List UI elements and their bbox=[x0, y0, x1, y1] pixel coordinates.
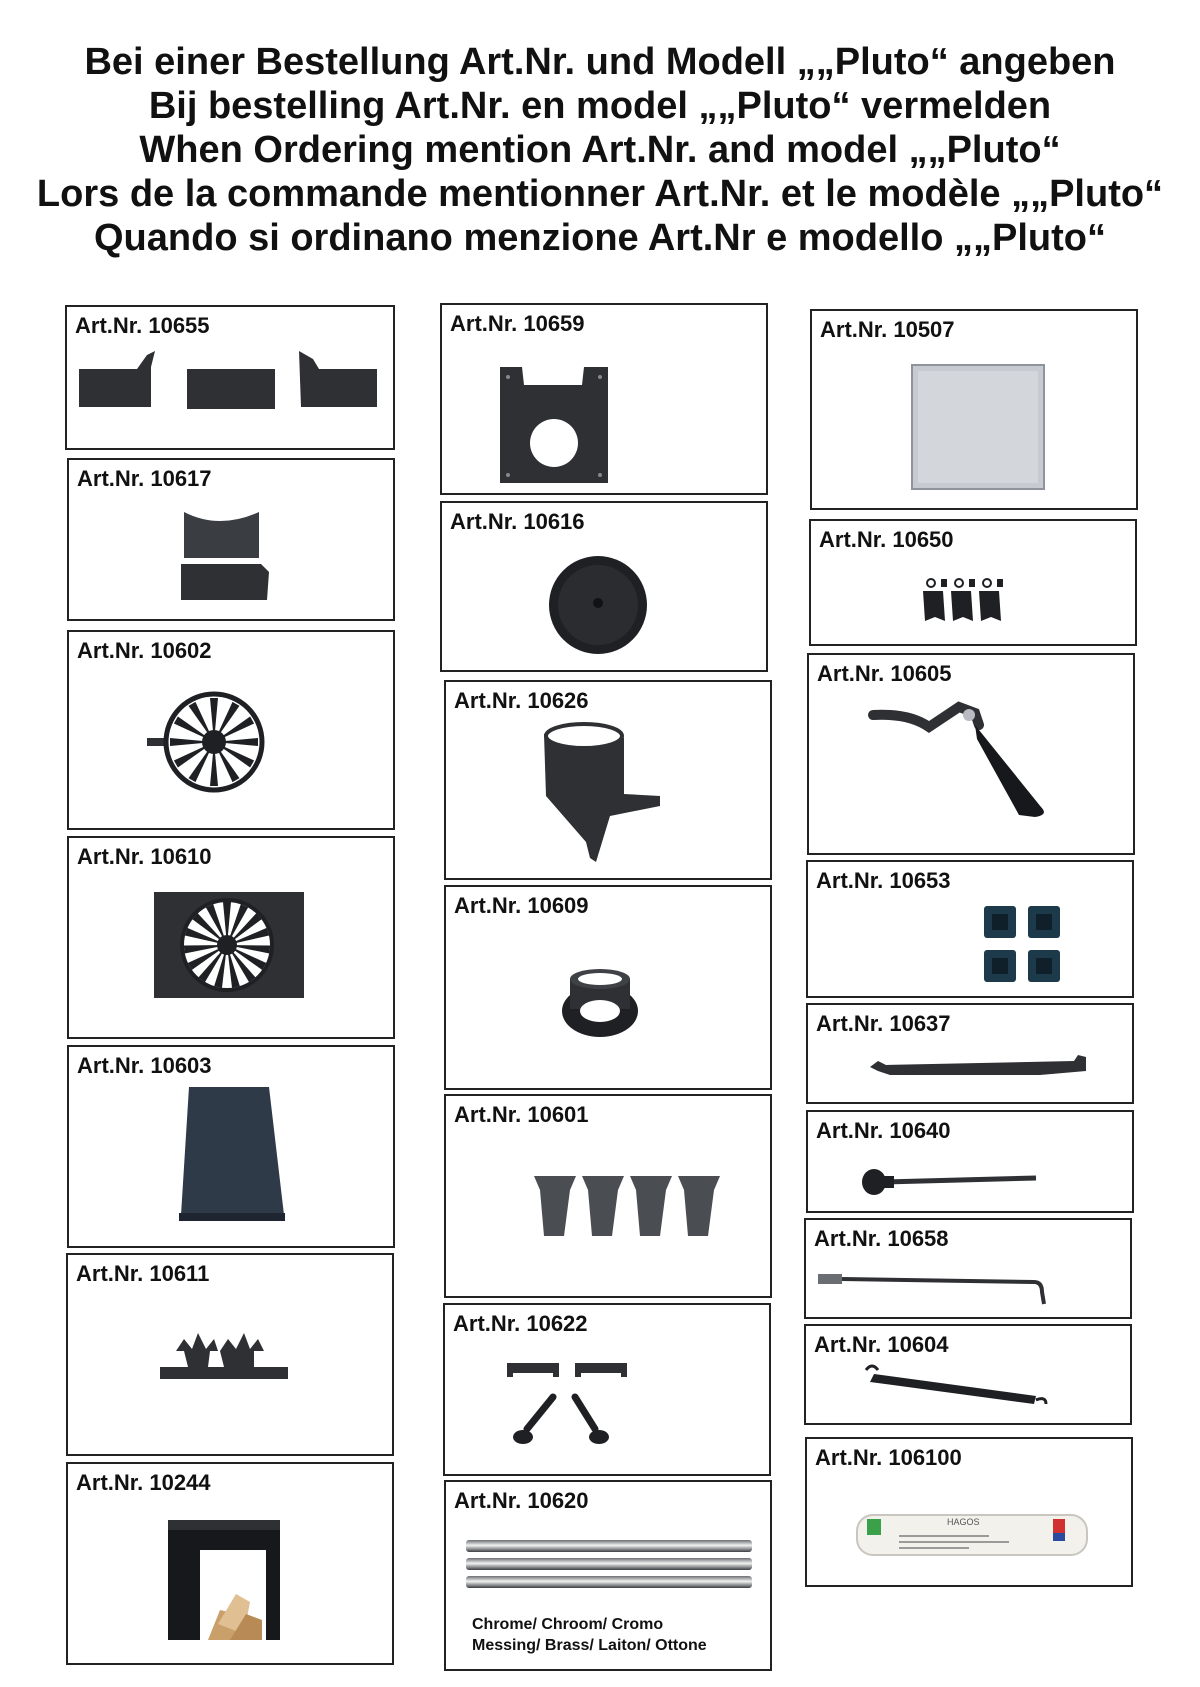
part-number: Art.Nr. 10655 bbox=[75, 313, 210, 338]
part-number: Art.Nr. 10620 bbox=[454, 1488, 589, 1513]
part-card-10650 bbox=[809, 519, 1137, 646]
part-card-10658 bbox=[804, 1218, 1132, 1319]
part-number: Art.Nr. 10640 bbox=[816, 1118, 951, 1143]
grommets-image bbox=[808, 862, 1132, 996]
seal-ring-image bbox=[442, 503, 766, 670]
wood-box-image bbox=[68, 1464, 392, 1663]
part-card-10637 bbox=[806, 1003, 1134, 1104]
part-number: Art.Nr. 10507 bbox=[820, 317, 955, 342]
flue-plate-image bbox=[442, 305, 766, 493]
part-card-10655 bbox=[65, 305, 395, 450]
instruction-german: Bei einer Bestellung Art.Nr. und Modell „„Pluto“ angeben bbox=[84, 41, 1116, 83]
part-card-10507 bbox=[810, 309, 1138, 510]
part-card-10610 bbox=[67, 836, 395, 1039]
part-number: Art.Nr. 10611 bbox=[76, 1261, 210, 1286]
part-card-10609 bbox=[444, 885, 772, 1090]
flue-spigot-image bbox=[446, 887, 770, 1088]
part-card-10616 bbox=[440, 501, 768, 672]
part-card-10620 bbox=[444, 1480, 772, 1671]
part-card-106100 bbox=[805, 1437, 1133, 1587]
feet-set-image bbox=[446, 1096, 770, 1296]
ash-pan-image bbox=[69, 1047, 393, 1246]
part-number: Art.Nr. 10626 bbox=[454, 688, 589, 713]
part-number: Art.Nr. 10602 bbox=[77, 638, 212, 663]
flue-collar-image bbox=[446, 682, 770, 878]
part-number: Art.Nr. 10244 bbox=[76, 1470, 211, 1495]
part-card-10605 bbox=[807, 653, 1135, 855]
side-plates-image bbox=[67, 307, 393, 448]
part-number: Art.Nr. 10653 bbox=[816, 868, 951, 893]
part-card-10603 bbox=[67, 1045, 395, 1248]
part-card-10622 bbox=[443, 1303, 771, 1476]
part-number: Art.Nr. 10617 bbox=[77, 466, 212, 491]
part-number: Art.Nr. 10604 bbox=[814, 1332, 949, 1357]
part-number: Art.Nr. 10622 bbox=[453, 1311, 588, 1336]
sealant-tube-image bbox=[807, 1439, 1131, 1585]
part-card-10244 bbox=[66, 1462, 394, 1665]
instruction-english: When Ordering mention Art.Nr. and model „„Pluto“ bbox=[139, 129, 1061, 171]
part-card-10659 bbox=[440, 303, 768, 495]
part-card-10617 bbox=[67, 458, 395, 621]
part-number: Art.Nr. 10609 bbox=[454, 893, 589, 918]
part-number: Art.Nr. 10610 bbox=[77, 844, 212, 869]
ordering-instructions bbox=[0, 40, 1200, 260]
part-number: Art.Nr. 10605 bbox=[817, 661, 952, 686]
door-handle-image bbox=[809, 655, 1133, 853]
part-card-10611 bbox=[66, 1253, 394, 1456]
finish-option-chrome: Chrome/ Chroom/ Cromo bbox=[472, 1616, 664, 1633]
part-card-10604 bbox=[804, 1324, 1132, 1425]
spring-image bbox=[806, 1326, 1130, 1423]
part-number: Art.Nr. 10650 bbox=[819, 527, 954, 552]
air-regulator-disc-image bbox=[69, 632, 393, 828]
tube-brand-label: HAGOS bbox=[947, 1517, 980, 1527]
instruction-italian: Quando si ordinano menzione Art.Nr e modello „„Pluto“ bbox=[94, 217, 1106, 259]
part-card-10602 bbox=[67, 630, 395, 830]
part-card-10640 bbox=[806, 1110, 1134, 1213]
part-number: Art.Nr. 10658 bbox=[814, 1226, 949, 1251]
part-number: Art.Nr. 106100 bbox=[815, 1445, 962, 1470]
grate-holder-image bbox=[68, 1255, 392, 1454]
part-card-10601 bbox=[444, 1094, 772, 1298]
lever-image bbox=[808, 1005, 1132, 1102]
part-number: Art.Nr. 10603 bbox=[77, 1053, 212, 1078]
handle-set-image bbox=[445, 1305, 769, 1474]
part-card-10626 bbox=[444, 680, 772, 880]
finish-option-brass: Messing/ Brass/ Laiton/ Ottone bbox=[472, 1637, 707, 1654]
shaker-rod-image bbox=[806, 1220, 1130, 1317]
part-number: Art.Nr. 10616 bbox=[450, 509, 585, 534]
part-card-10653 bbox=[806, 860, 1134, 998]
glass-panel-image bbox=[812, 311, 1136, 508]
part-number: Art.Nr. 10601 bbox=[454, 1102, 589, 1127]
part-number: Art.Nr. 10637 bbox=[816, 1011, 951, 1036]
glass-clips-image bbox=[811, 521, 1135, 644]
part-number: Art.Nr. 10659 bbox=[450, 311, 585, 336]
rod-with-knob-image bbox=[808, 1112, 1132, 1211]
deflector-image bbox=[69, 460, 393, 619]
instruction-french: Lors de la commande mentionner Art.Nr. et le modèle „„Pluto“ bbox=[36, 173, 1164, 215]
instruction-dutch: Bij bestelling Art.Nr. en model „„Pluto“ vermelden bbox=[148, 85, 1052, 127]
air-regulator-plate-image bbox=[69, 838, 393, 1037]
